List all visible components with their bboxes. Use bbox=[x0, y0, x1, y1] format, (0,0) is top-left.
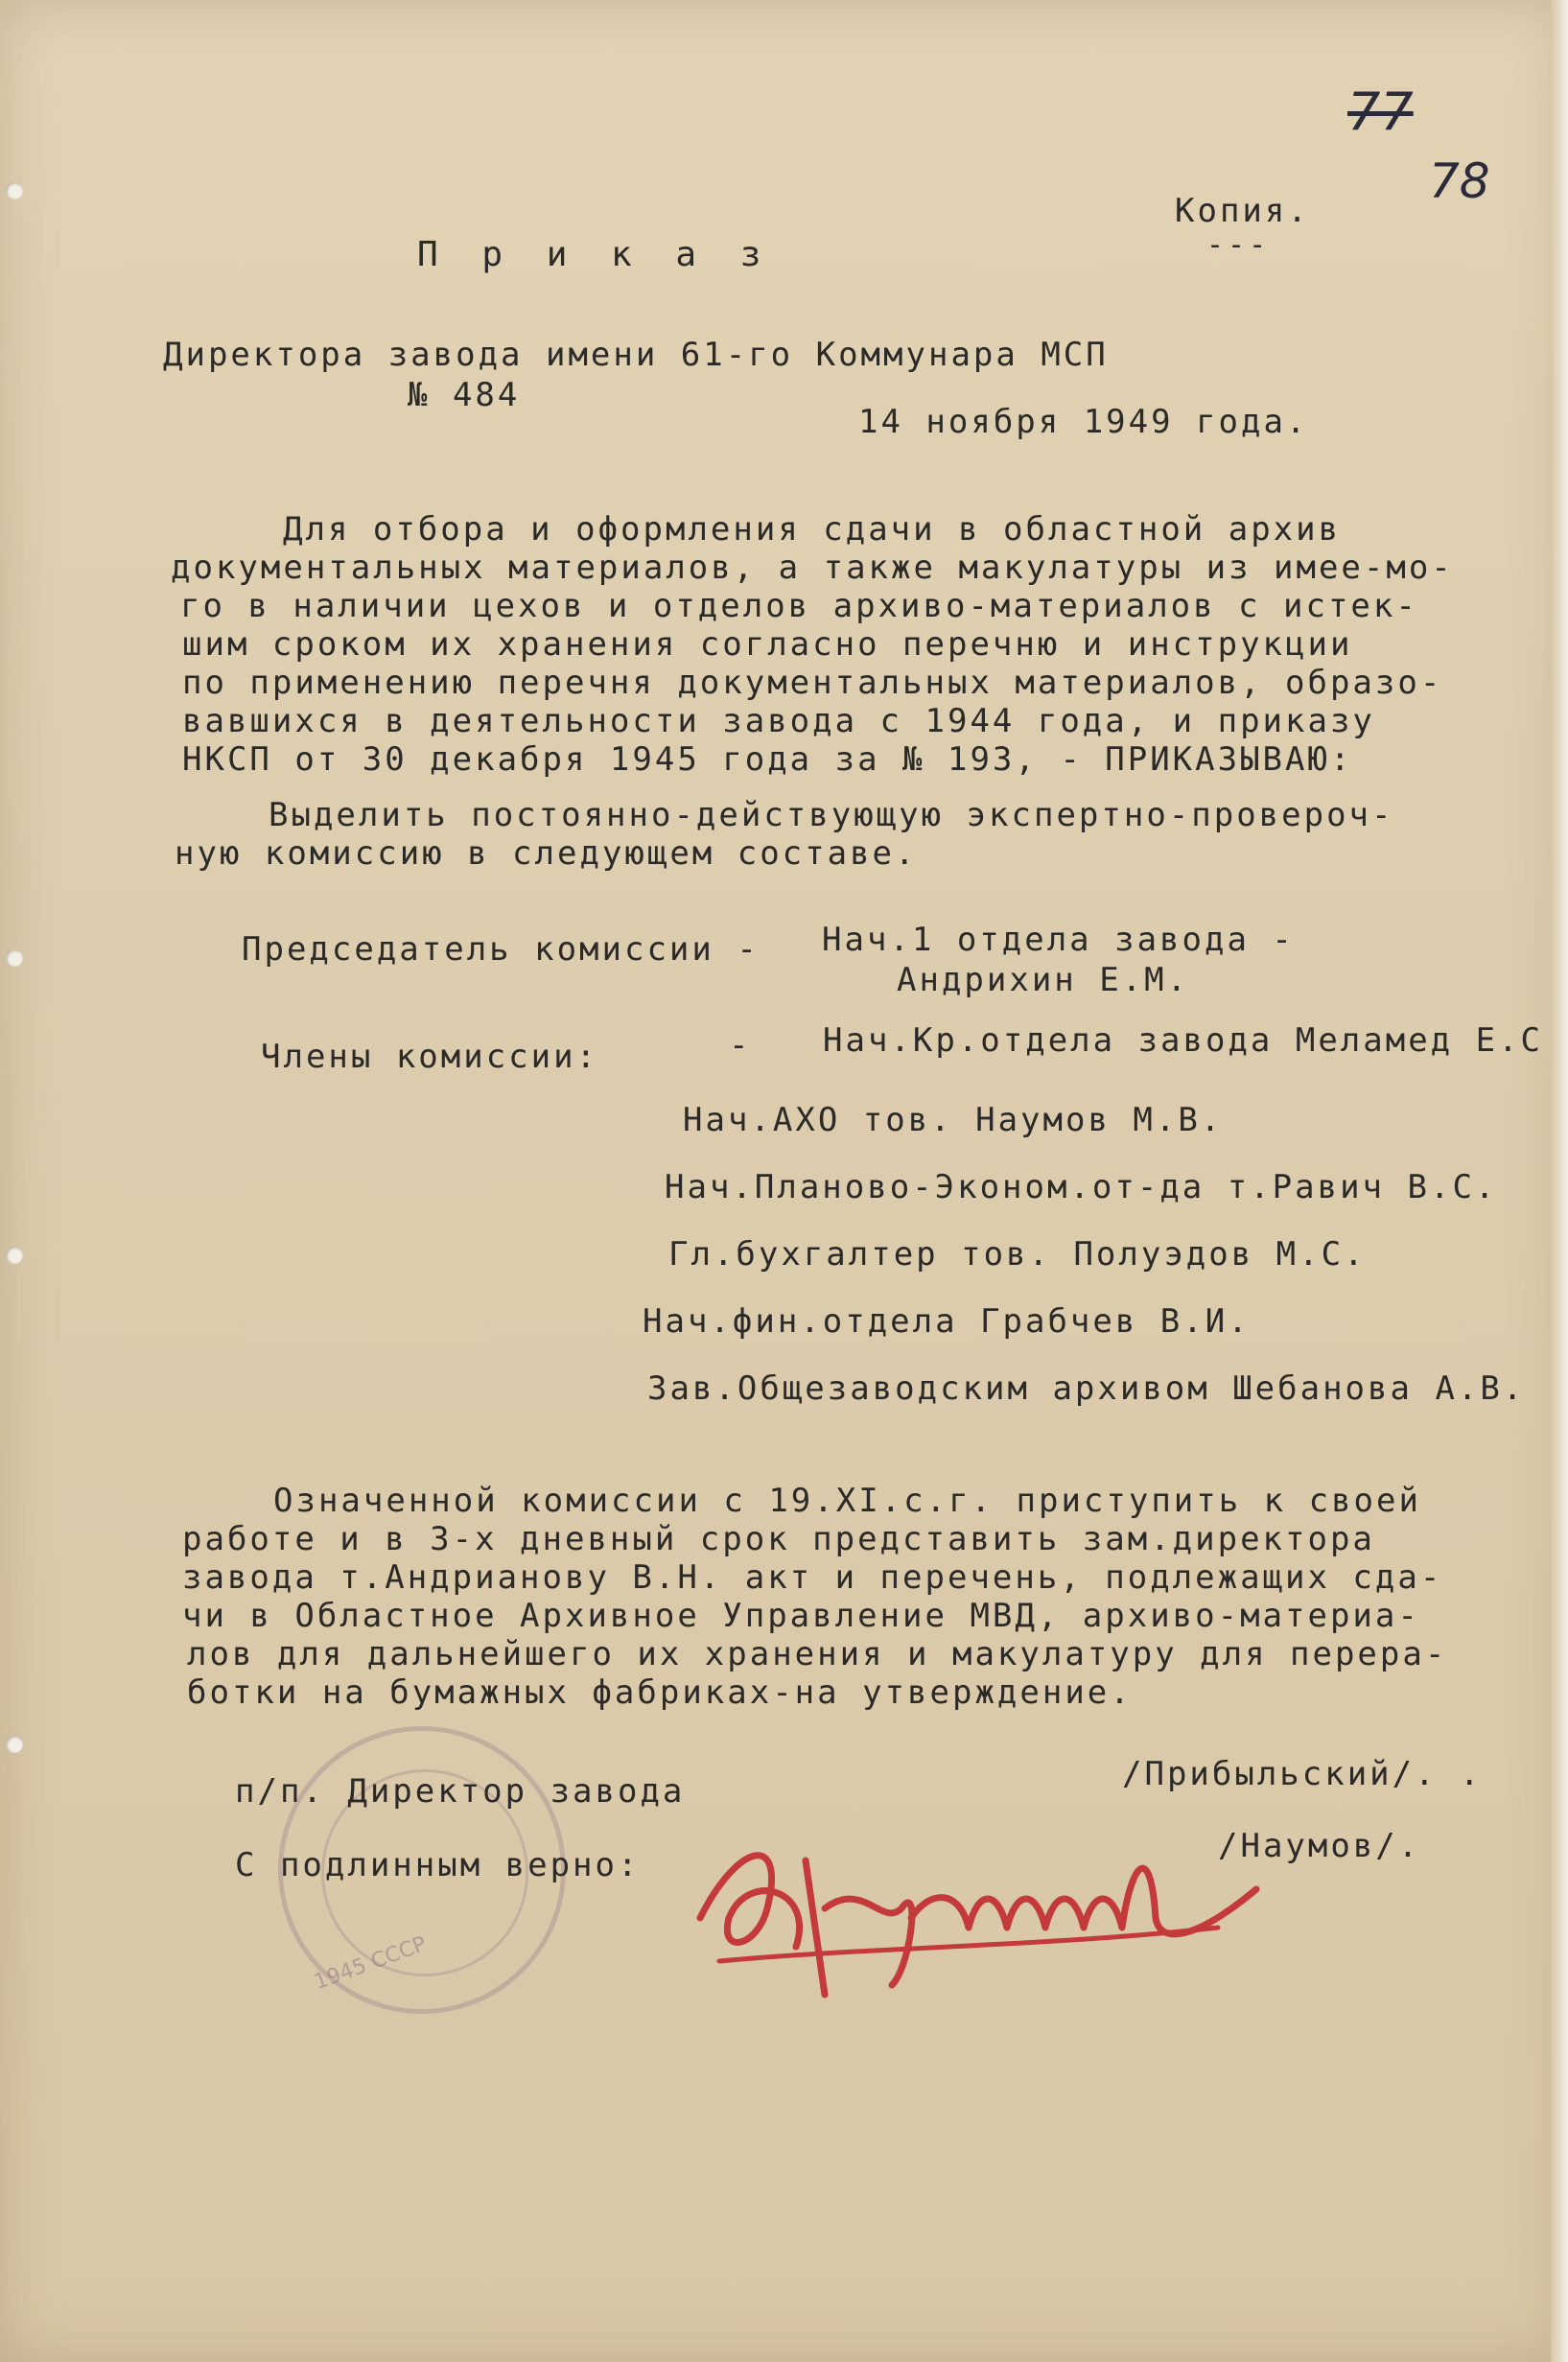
instruction-line: работе и в 3-х дневный срок представить зам.директора bbox=[182, 1520, 1375, 1558]
page-edge bbox=[1551, 0, 1568, 2362]
stamp-text: 1945 СССР bbox=[311, 1931, 430, 1996]
archive-number: 78 bbox=[1429, 153, 1490, 209]
preamble-line: шим сроком их хранения согласно перечню и инструкции bbox=[182, 625, 1353, 664]
issuer-line: Директора завода имени 61-го Коммунара МСП bbox=[163, 336, 1109, 374]
punch-hole bbox=[6, 1247, 23, 1264]
assign-line: ную комиссию в следующем составе. bbox=[175, 834, 918, 873]
preamble-line: Для отбора и оформления сдачи в областной архив bbox=[283, 510, 1342, 549]
order-number: № 484 bbox=[408, 376, 521, 414]
director-label: п/п. Директор завода bbox=[235, 1772, 686, 1811]
instruction-line: лов для дальнейшего их хранения и макулатуру для перера- bbox=[187, 1635, 1448, 1673]
director-name: /Прибыльский/. . bbox=[1122, 1755, 1483, 1793]
preamble-line: документальных материалов, а также макулатуры из имее-мо- bbox=[171, 549, 1454, 587]
copy-label: Копия. bbox=[1175, 192, 1310, 230]
chairman-position: Нач.1 отдела завода - bbox=[822, 921, 1295, 959]
members-dash: - bbox=[729, 1026, 752, 1064]
preamble-line: вавшихся в деятельности завода с 1944 года, и приказу bbox=[182, 702, 1375, 740]
preamble-line: по применению перечня документальных материалов, образо- bbox=[182, 664, 1443, 702]
instruction-line: Означенной комиссии с 19.XI.с.г. приступить к своей bbox=[273, 1482, 1421, 1520]
instruction-line: ботки на бумажных фабриках-на утверждение. bbox=[187, 1673, 1133, 1712]
members-label: Члены комиссии: bbox=[261, 1038, 599, 1076]
punch-hole bbox=[6, 949, 23, 967]
member-item: Нач.Планово-Эконом.от-да т.Равич В.С. bbox=[665, 1168, 1498, 1206]
order-date: 14 ноября 1949 года. bbox=[858, 403, 1309, 441]
certifier-name: /Наумов/. bbox=[1218, 1827, 1421, 1865]
member-item: Нач.фин.отдела Грабчев В.И. bbox=[643, 1302, 1251, 1341]
member-item: Гл.бухгалтер тов. Полуэдов М.С. bbox=[668, 1235, 1367, 1274]
copy-true-label: С подлинным верно: bbox=[235, 1846, 641, 1884]
punch-hole bbox=[6, 1736, 23, 1753]
preamble-line: го в наличии цехов и отделов архиво-материалов с истек- bbox=[180, 587, 1418, 625]
assign-line: Выделить постоянно-действующую экспертно-проверoч- bbox=[269, 796, 1394, 834]
member-item: Нач.Кр.отдела завода Меламед Е.С bbox=[823, 1021, 1544, 1060]
chairman-name: Андрихин Е.М. bbox=[897, 961, 1190, 999]
instruction-line: завода т.Андрианову В.Н. акт и перечень, подлежащих сда- bbox=[182, 1558, 1443, 1597]
preamble-line: НКСП от 30 декабря 1945 года за № 193, - ПРИКАЗЫВАЮ: bbox=[182, 740, 1353, 779]
chairman-label: Председатель комиссии - bbox=[242, 930, 760, 969]
handwritten-signature bbox=[681, 1803, 1275, 2004]
copy-underline: --- bbox=[1206, 228, 1271, 262]
punch-hole bbox=[6, 182, 23, 199]
member-item: Нач.АХО тов. Наумов М.В. bbox=[683, 1101, 1224, 1139]
archive-number-struck: 77 bbox=[1347, 82, 1414, 142]
instruction-line: чи в Областное Архивное Управление МВД, архиво-материа- bbox=[182, 1597, 1420, 1635]
member-item: Зав.Общезаводским архивом Шебанова А.В. bbox=[647, 1369, 1526, 1408]
document-title: П р и к а з bbox=[417, 235, 773, 274]
